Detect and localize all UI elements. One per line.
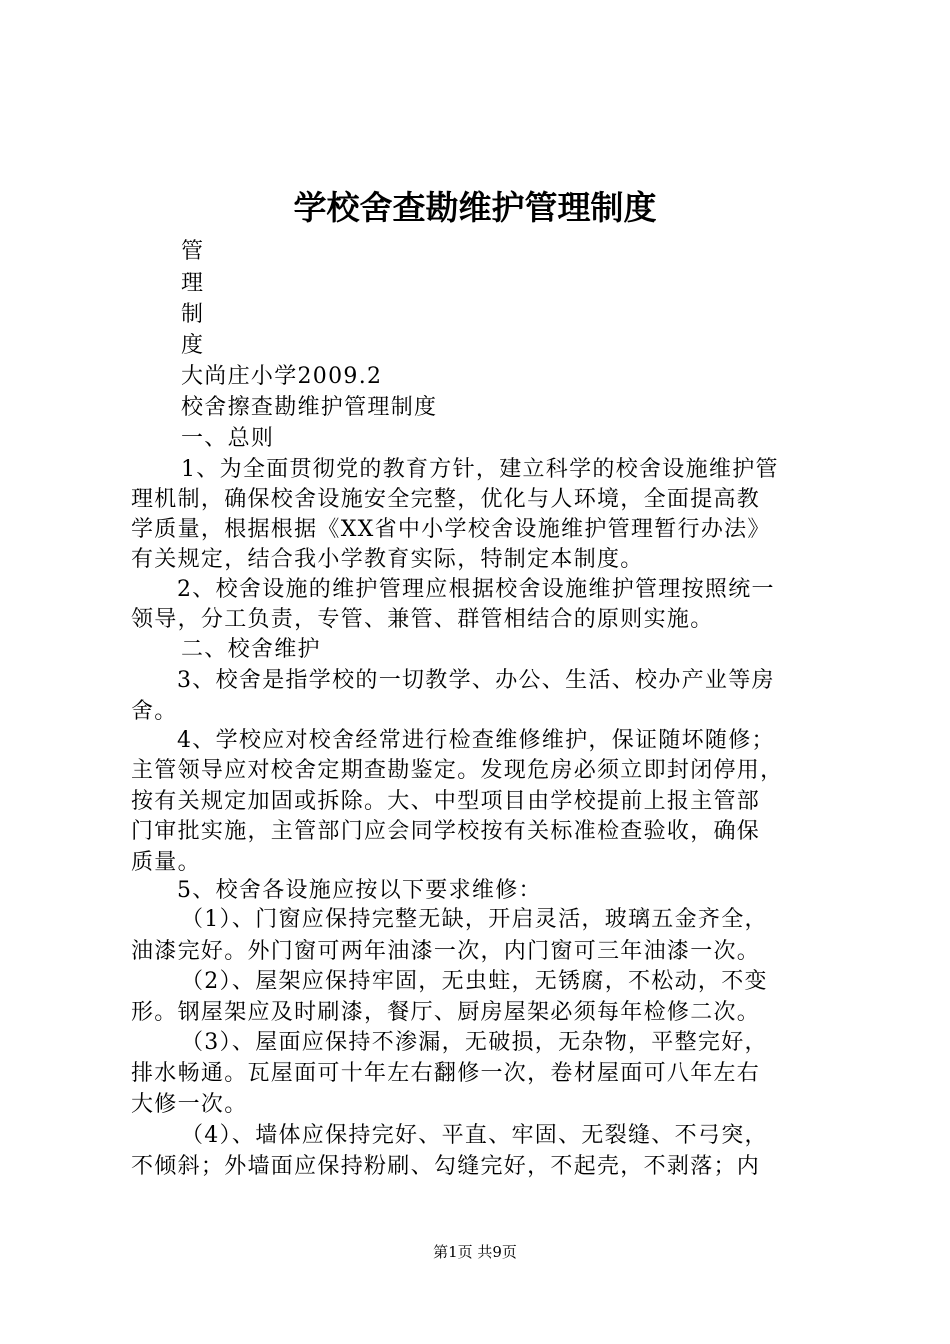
body-line: 一、总则 [181, 426, 275, 451]
body-line: 5、校舍各设施应按以下要求维修： [177, 878, 542, 903]
page-footer: 第1页 共9页 [433, 1243, 517, 1261]
body-line: 质量。 [131, 850, 201, 875]
body-line: 度 [181, 333, 205, 358]
body-line: 理机制，确保校舍设施安全完整，优化与人环境，全面提高教 [131, 487, 761, 512]
body-line: 制 [181, 302, 205, 327]
body-line: 领导，分工负责，专管、兼管、群管相结合的原则实施。 [131, 607, 714, 632]
body-line: 排水畅通。瓦屋面可十年左右翻修一次，卷材屋面可八年左右 [131, 1061, 761, 1086]
body-line: 3、校舍是指学校的一切教学、办公、生活、校办产业等房 [177, 668, 775, 693]
body-line: （1）、门窗应保持完整无缺，开启灵活，玻璃五金齐全， [181, 907, 768, 932]
body-line: 二、校舍维护 [181, 637, 321, 662]
body-line: （3）、屋面应保持不渗漏，无破损，无杂物，平整完好， [181, 1030, 768, 1055]
body-line: 主管领导应对校舍定期查勘鉴定。发现危房必须立即封闭停用， [131, 758, 784, 783]
body-line: 舍。 [131, 699, 178, 724]
body-line: 门审批实施，主管部门应会同学校按有关标准检查验收，确保 [131, 819, 761, 844]
body-line: 形。钢屋架应及时刷漆，餐厅、厨房屋架必须每年检修二次。 [131, 1000, 761, 1025]
body-line: 油漆完好。外门窗可两年油漆一次，内门窗可三年油漆一次。 [131, 939, 761, 964]
body-line: 不倾斜；外墙面应保持粉刷、勾缝完好，不起壳，不剥落；内 [131, 1154, 761, 1179]
body-line: 有关规定，结合我小学教育实际，特制定本制度。 [131, 547, 644, 572]
body-line: 学质量，根据根据《XX省中小学校舍设施维护管理暂行办法》 [131, 517, 771, 542]
body-line: 1、为全面贯彻党的教育方针，建立科学的校舍设施维护管 [181, 457, 779, 482]
body-line: （2）、屋架应保持牢固，无虫蛀，无锈腐，不松动，不变 [181, 969, 768, 994]
body-line: 4、学校应对校舍经常进行检查维修维护，保证随坏随修； [177, 728, 775, 753]
body-line: （4）、墙体应保持完好、平直、牢固、无裂缝、不弓突， [181, 1123, 768, 1148]
document-title: 学校舍查勘维护管理制度 [293, 188, 657, 227]
body-line: 校舍擦查勘维护管理制度 [181, 395, 438, 420]
body-line: 按有关规定加固或拆除。大、中型项目由学校提前上报主管部 [131, 789, 761, 814]
body-line: 理 [181, 271, 205, 296]
body-line: 大尚庄小学2009.2 [181, 364, 383, 389]
body-line: 大修一次。 [131, 1092, 248, 1117]
body-line: 管 [181, 239, 205, 264]
body-line: 2、校舍设施的维护管理应根据校舍设施维护管理按照统一 [177, 577, 775, 602]
